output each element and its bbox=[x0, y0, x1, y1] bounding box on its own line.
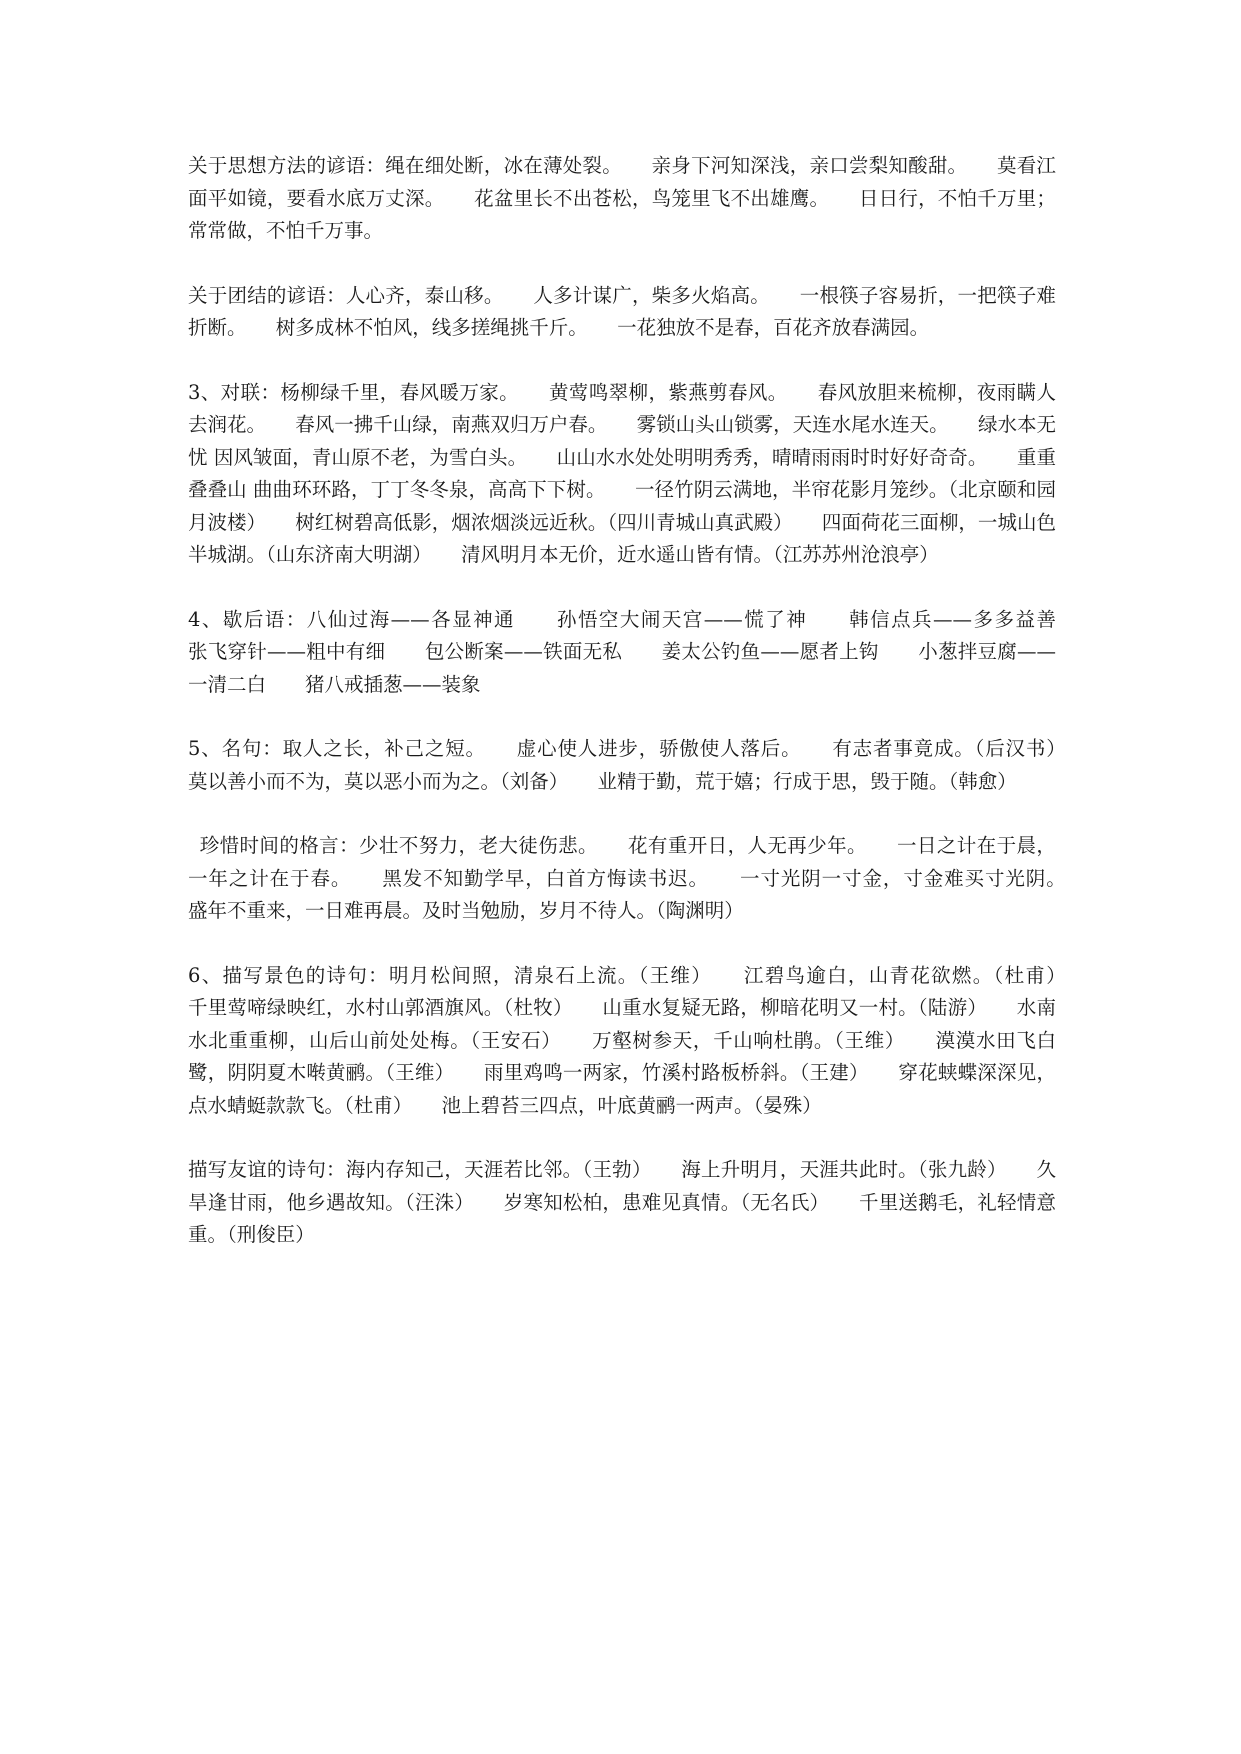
poem-line-item: 江碧鸟逾白，山青花欲燃。（杜甫） bbox=[743, 963, 1056, 987]
couplet-item: 树红树碧高低影，烟浓烟淡远近秋。（四川青城山真武殿） bbox=[295, 510, 783, 534]
couplet-item: 杨柳绿千里，春风暖万家。 bbox=[280, 380, 510, 404]
couplet-item: 春风放胆来梳柳，夜雨瞒人去润花。 bbox=[188, 380, 1056, 436]
proverb-item: 亲身下河知深浅，亲口尝梨知酸甜。 bbox=[651, 154, 958, 177]
xiehouyu-item: 八仙过海——各显神通 bbox=[306, 607, 516, 631]
couplet-item: 一径竹阴云满地，半帘花影月笼纱。（北京颐和园月波楼） bbox=[188, 478, 1056, 534]
poem-line-item: 万壑树参天，千山响杜鹃。（王维） bbox=[592, 1028, 896, 1052]
section-lead: 6、描写景色的诗句： bbox=[188, 963, 389, 987]
maxim-item: 少壮不努力，老大徒伤悲。 bbox=[358, 834, 589, 857]
proverb-item: 一根筷子容易折，一把筷子难折断。 bbox=[188, 283, 1056, 339]
section-lead: 3、对联： bbox=[188, 380, 281, 404]
maxim-item: 一寸光阴一寸金，寸金难买寸光阴。 bbox=[740, 866, 1056, 890]
poem-line-item: 池上碧苔三四点，叶底黄鹂一两声。（晏殊） bbox=[441, 1093, 822, 1117]
section-lead: 关于团结的谚语： bbox=[188, 283, 346, 307]
couplet-item: 山山水水处处明明秀秀，晴晴雨雨时时好好奇奇。 bbox=[556, 445, 978, 469]
poem-line-item: 明月松间照，清泉石上流。（王维） bbox=[388, 963, 703, 987]
poem-line-item: 穿花蛱蝶深深见，点水蜻蜓款款飞。（杜甫） bbox=[188, 1061, 1056, 1117]
couplet-item: 四面荷花三面柳，一城山色半城湖。（山东济南大明湖） bbox=[188, 510, 1056, 566]
poem-line-item: 海内存知己，天涯若比邻。（王勃） bbox=[345, 1158, 642, 1181]
section-time-maxims bbox=[188, 830, 1056, 928]
maxim-item: 盛年不重来，一日难再晨。及时当勉励，岁月不待人。（陶渊明） bbox=[188, 899, 744, 922]
poem-line-item: 千里送鹅毛，礼轻情意重。（刑俊臣） bbox=[188, 1190, 1056, 1246]
couplet-item: 雾锁山头山锁雾，天连水尾水连天。 bbox=[636, 413, 939, 436]
poem-line-item: 水南水北重重柳，山后山前处处梅。（王安石） bbox=[188, 996, 1056, 1052]
poem-line-item: 山重水复疑无路，柳暗花明又一村。（陆游） bbox=[602, 996, 978, 1019]
quote-item: 虚心使人进步，骄傲使人落后。 bbox=[516, 737, 792, 760]
xiehouyu-item: 小葱拌豆腐——一清二白 bbox=[188, 640, 1056, 696]
poem-line-item: 雨里鸡鸣一两家，竹溪村路板桥斜。（王建） bbox=[484, 1061, 859, 1084]
proverb-item: 绳在细处断，冰在薄处裂。 bbox=[385, 154, 613, 177]
poem-line-item: 海上升明月，天涯共此时。（张九龄） bbox=[681, 1158, 997, 1181]
xiehouyu-item: 张飞穿针——粗中有细 bbox=[188, 640, 386, 663]
poem-line-item: 久旱逢甘雨，他乡遇故知。（汪洙） bbox=[188, 1158, 1056, 1214]
poem-line-item: 岁寒知松柏，患难见真情。（无名氏） bbox=[503, 1190, 820, 1214]
proverb-item: 人多计谋广，柴多火焰高。 bbox=[533, 283, 761, 307]
section-lead: 4、歇后语： bbox=[188, 607, 307, 631]
section-lead: 珍惜时间的格言： bbox=[199, 834, 359, 857]
poem-line-item: 千里莺啼绿映红，水村山郭酒旗风。（杜牧） bbox=[188, 996, 563, 1019]
couplet-item: 清风明月本无价，近水遥山皆有情。（江苏苏州沧浪亭） bbox=[461, 543, 939, 566]
proverb-item: 花盆里长不出苍松，鸟笼里飞不出雄鹰。 bbox=[474, 186, 820, 210]
proverb-item: 树多成林不怕风，线多搓绳挑千斤。 bbox=[275, 316, 579, 339]
proverb-item: 日日行，不怕千万里；常常做，不怕千万事。 bbox=[188, 186, 1056, 242]
couplet-item: 春风一拂千山绿，南燕双归万户春。 bbox=[295, 413, 598, 436]
xiehouyu-item: 姜太公钓鱼——愿者上钩 bbox=[661, 640, 879, 663]
section-lead: 关于思想方法的谚语： bbox=[188, 154, 386, 177]
xiehouyu-item: 孙悟空大闹天宫——慌了神 bbox=[556, 607, 808, 631]
couplet-item: 黄莺鸣翠柳，紫燕剪春风。 bbox=[549, 380, 778, 404]
document-page bbox=[188, 150, 1056, 1284]
maxim-item: 一日之计在于晨，一年之计在于春。 bbox=[188, 834, 1056, 890]
couplet-item: 重重叠叠山 曲曲环环路，丁丁冬冬泉，高高下下树。 bbox=[188, 445, 1056, 501]
section-unity-proverbs bbox=[188, 280, 1056, 345]
section-lead: 描写友谊的诗句： bbox=[188, 1158, 346, 1181]
section-thinking-proverbs bbox=[188, 150, 1056, 248]
proverb-item: 人心齐，泰山移。 bbox=[345, 283, 494, 307]
xiehouyu-item: 韩信点兵——多多益善 bbox=[849, 607, 1056, 631]
section-friendship-poems bbox=[188, 1154, 1056, 1252]
section-lead: 5、名句： bbox=[188, 737, 283, 760]
quote-item: 有志者事竟成。（后汉书） bbox=[832, 737, 1056, 760]
xiehouyu-item: 包公断案——铁面无私 bbox=[424, 640, 623, 663]
poem-line-item: 漠漠水田飞白鹭，阴阴夏木啭黄鹂。（王维） bbox=[188, 1028, 1056, 1084]
section-xiehouyu bbox=[188, 604, 1056, 702]
section-famous-quotes bbox=[188, 733, 1056, 798]
maxim-item: 花有重开日，人无再少年。 bbox=[628, 834, 858, 857]
quote-item: 莫以善小而不为，莫以恶小而为之。（刘备） bbox=[188, 769, 559, 793]
section-couplets bbox=[188, 377, 1056, 572]
maxim-item: 黑发不知勤学早，白首方悔读书迟。 bbox=[382, 866, 700, 890]
quote-item: 业精于勤，荒于嬉；行成于思，毁于随。（韩愈） bbox=[597, 769, 1017, 793]
quote-item: 取人之长，补己之短。 bbox=[282, 737, 477, 760]
proverb-item: 一花独放不是春，百花齐放春满园。 bbox=[617, 316, 930, 339]
xiehouyu-item: 猪八戒插葱——装象 bbox=[305, 672, 481, 696]
proverb-item: 莫看江面平如镜，要看水底万丈深。 bbox=[188, 154, 1056, 210]
couplet-item: 绿水本无忧 因风皱面，青山原不老，为雪白头。 bbox=[188, 413, 1056, 469]
section-scenery-poems bbox=[188, 960, 1056, 1123]
